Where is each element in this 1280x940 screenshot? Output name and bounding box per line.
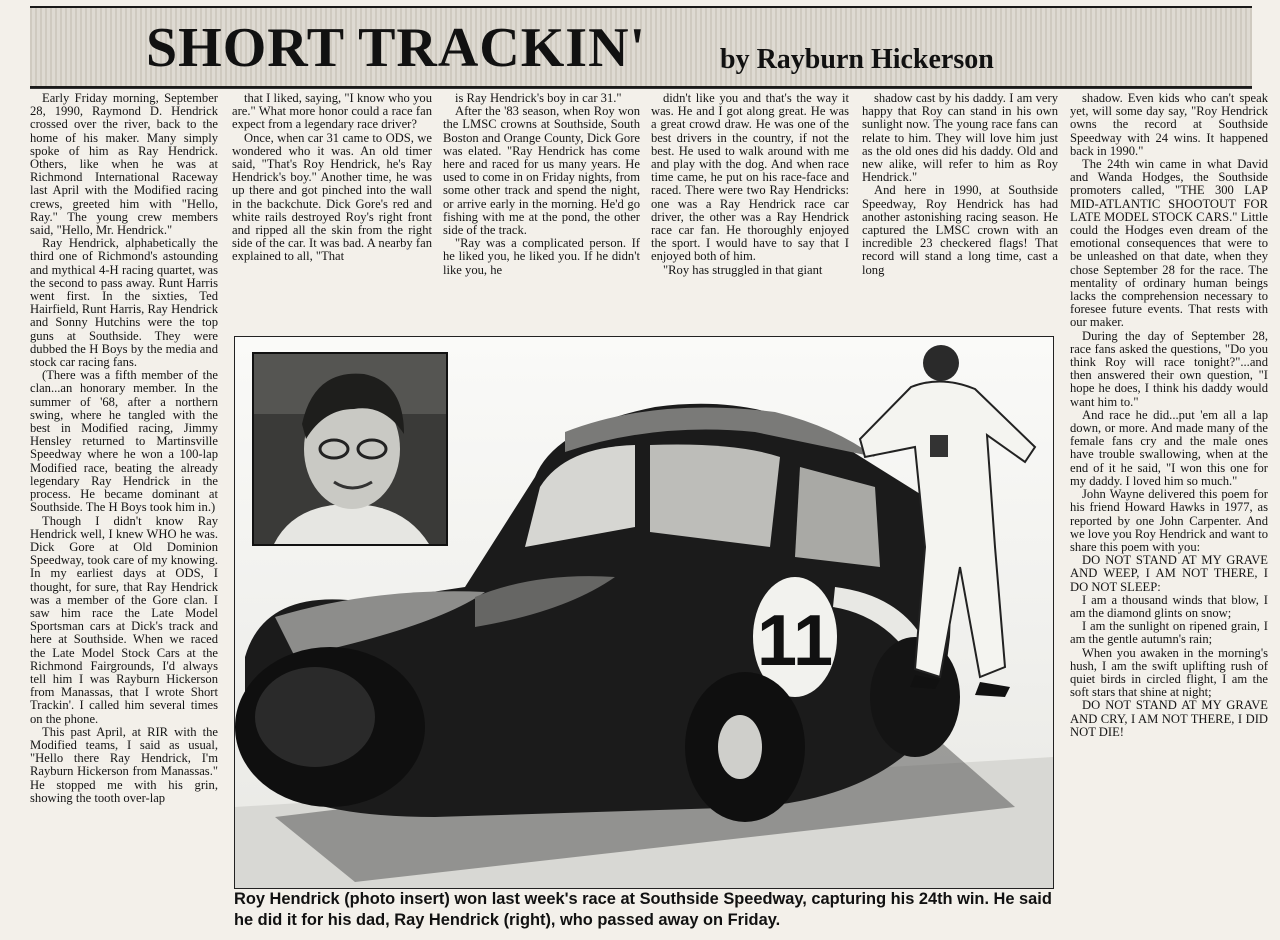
article-column-1: [30, 92, 218, 936]
article-paragraph: (There was a fifth member of the clan...an honorary member. In the summer of '68, after a northern swing, where he tangled with the best in Modified racing, Jimmy Hensley returned to Martinsville Speedway where he won a 100-lap Modified race, beating the already legendary Ray Hendrick in the process. He became dominant at Southside. The H Boys took him in.): [30, 368, 218, 515]
article-column-2: [232, 92, 432, 332]
article-paragraph: I am a thousand winds that blow, I am the diamond glints on snow;: [1070, 592, 1268, 620]
article-paragraph: shadow. Even kids who can't speak yet, will some day say, "Roy Hendrick owns the record at Southside Speedway with 24 wins. It happened back in 1990.": [1070, 92, 1268, 158]
banner-rule: [30, 88, 1252, 89]
article-paragraph: "Roy has struggled in that giant: [663, 262, 823, 277]
article-paragraph: And race he did...put 'em all a lap down, or more. And made many of the female fans cry and the male ones have trouble swallowing, when at the end of it he said, "I won this one for my daddy. I loved him so much.": [1070, 407, 1268, 488]
article-paragraph: DO NOT STAND AT MY GRAVE AND WEEP, I AM NOT THERE, I DO NOT SLEEP:: [1070, 553, 1268, 594]
inset-portrait: [252, 352, 448, 546]
article-paragraph: "Ray was a complicated person. If he liked you, he liked you. If he didn't like you, he: [443, 236, 640, 277]
article-paragraph: During the day of September 28, race fans asked the questions, "Do you think Roy will race tonight?"...and then answered their own question, "I hope he does, I think his daddy would want him to.": [1070, 328, 1268, 409]
article-paragraph: is Ray Hendrick's boy in car 31.": [455, 92, 622, 105]
article-paragraph: Ray Hendrick, alphabetically the third one of Richmond's astounding and mythical 4-H racing quartet, was the second to pass away. Runt Harris went first. In the sixties, Ted Hairfield, Runt Harris, Ray Hendrick and Sonny Hutchins were the top guns at Southside. They were dubbed the H Boys by the media and stock car racing fans.: [30, 236, 218, 370]
article-paragraph: After the '83 season, when Roy won the LMSC crowns at Southside, South Boston and Orange County, Dick Gore was elated. "Ray Hendrick has come here and raced for us many years. He used to come in on Friday nights, from some other track and spend the night, or arrive early in the morning. He'd go fishing with me at the pond, the other side of the track.: [443, 104, 640, 238]
portrait-photo-art: [254, 354, 446, 544]
article-paragraph: I am the sunlight on ripened grain, I am the gentle autumn's rain;: [1070, 619, 1268, 647]
photo-caption: Roy Hendrick (photo insert) won last week's race at Southside Speedway, capturing his 24th win. He said he did it for his dad, Ray Hendrick (right), who passed away on Friday.: [234, 890, 1052, 929]
article-paragraph: When you awaken in the morning's hush, I am the swift uplifting rush of quiet birds in circled flight, I am the soft stars that shine at night;: [1070, 645, 1268, 700]
article-paragraph: This past April, at RIR with the Modified teams, I said as usual, "Hello there Ray Hendrick, I'm Rayburn Hickerson from Manassas." He stopped me with his grin, showing the tooth over-lap: [30, 724, 218, 805]
article-paragraph: that I liked, saying, "I know who you are." What more honor could a race fan expect from a legendary race driver?: [232, 92, 432, 132]
article-paragraph: Early Friday morning, September 28, 1990, Raymond D. Hendrick crossed over the river, back to the home of his maker. Many simply spoke of him as Ray Hendrick. Others, like when he was at Richmond International Raceway last April with the Modified racing crews, greeted him with "Hello, Ray." The young crew members said, "Hello, Mr. Hendrick.": [30, 92, 218, 238]
article-paragraph: Though I didn't know Ray Hendrick well, I knew WHO he was. Dick Gore at Old Dominion Speedway, took care of my knowing. In my earliest days at ODS, I thought, for sure, that Ray Hendrick was a member of the Gore clan. I saw him race the Late Model Sportsman cars at Dick's track and here at Southside. When we raced the Late Model Stock Cars at the Richmond Fairgrounds, I'd always tell him I was Rayburn Hickerson from Manassas, that I wrote Short Trackin'. I called him several times on the phone.: [30, 513, 218, 726]
article-paragraph: didn't like you and that's the way it was. He and I got along great. He was a great crowd draw. He was one of the best drivers in the country, if not the best. He used to walk around with me and play with the dog. And when race time came, he put on his race-face and raced. There were two Ray Hendricks: one was a Ray Hendrick race car driver, the other was a Ray Hendrick race car fan. He thoroughly enjoyed the sport. I would have to say that I enjoyed both of him.: [651, 92, 849, 264]
article-paragraph: Once, when car 31 came to ODS, we wondered who it was. An old timer said, "That's Roy Hendrick, he's Ray Hendrick's boy." Another time, he was up there and got pinched into the wall in the backchute. Dick Gore's red and white rails destroyed Roy's right front and ripped all the skin from the right side of the car. It was bad. A nearby fan explained to all, "That: [232, 130, 432, 264]
article-column-6: [1070, 92, 1268, 936]
article-column-5: [862, 92, 1058, 332]
car-number: 11: [756, 601, 834, 681]
article-paragraph: And here in 1990, at Southside Speedway, Roy Hendrick has had another astonishing racing season. He captured the LMSC crown with an incredible 23 checkered flags! That record will stand a long time, cast a long: [862, 183, 1058, 277]
column-banner: [30, 6, 1252, 89]
article-column-4: [651, 92, 849, 332]
column-title: SHORT TRACKIN': [146, 17, 647, 79]
article-paragraph: shadow cast by his daddy. I am very happy that Roy can stand in his own sunlight now. The young race fans can relate to him. They will love him just as the old ones did his daddy. Old and new alike, will refer to him as Roy Hendrick.": [862, 92, 1058, 185]
article-paragraph: DO NOT STAND AT MY GRAVE AND CRY, I AM NOT THERE, I DID NOT DIE!: [1070, 698, 1268, 739]
article-paragraph: John Wayne delivered this poem for his friend Howard Hawks in 1977, as reported by one John Carpenter. And we love you Roy Hendrick and want to share this poem with you:: [1070, 487, 1268, 554]
byline: by Rayburn Hickerson: [720, 44, 994, 75]
article-column-3: [443, 92, 640, 332]
article-paragraph: The 24th win came in what David and Wanda Hodges, the Southside promoters called, "THE 300 LAP MID-ATLANTIC SHOOTOUT FOR LATE MODEL STOCK CARS." Little could the Hodges even dream of the emotional consequences that were to be unleashed on that date, when they chose September 28 for the race. The mentality of ordinary human beings lacks the comprehension necessary to foresee future events. That rests with our maker.: [1070, 157, 1268, 330]
